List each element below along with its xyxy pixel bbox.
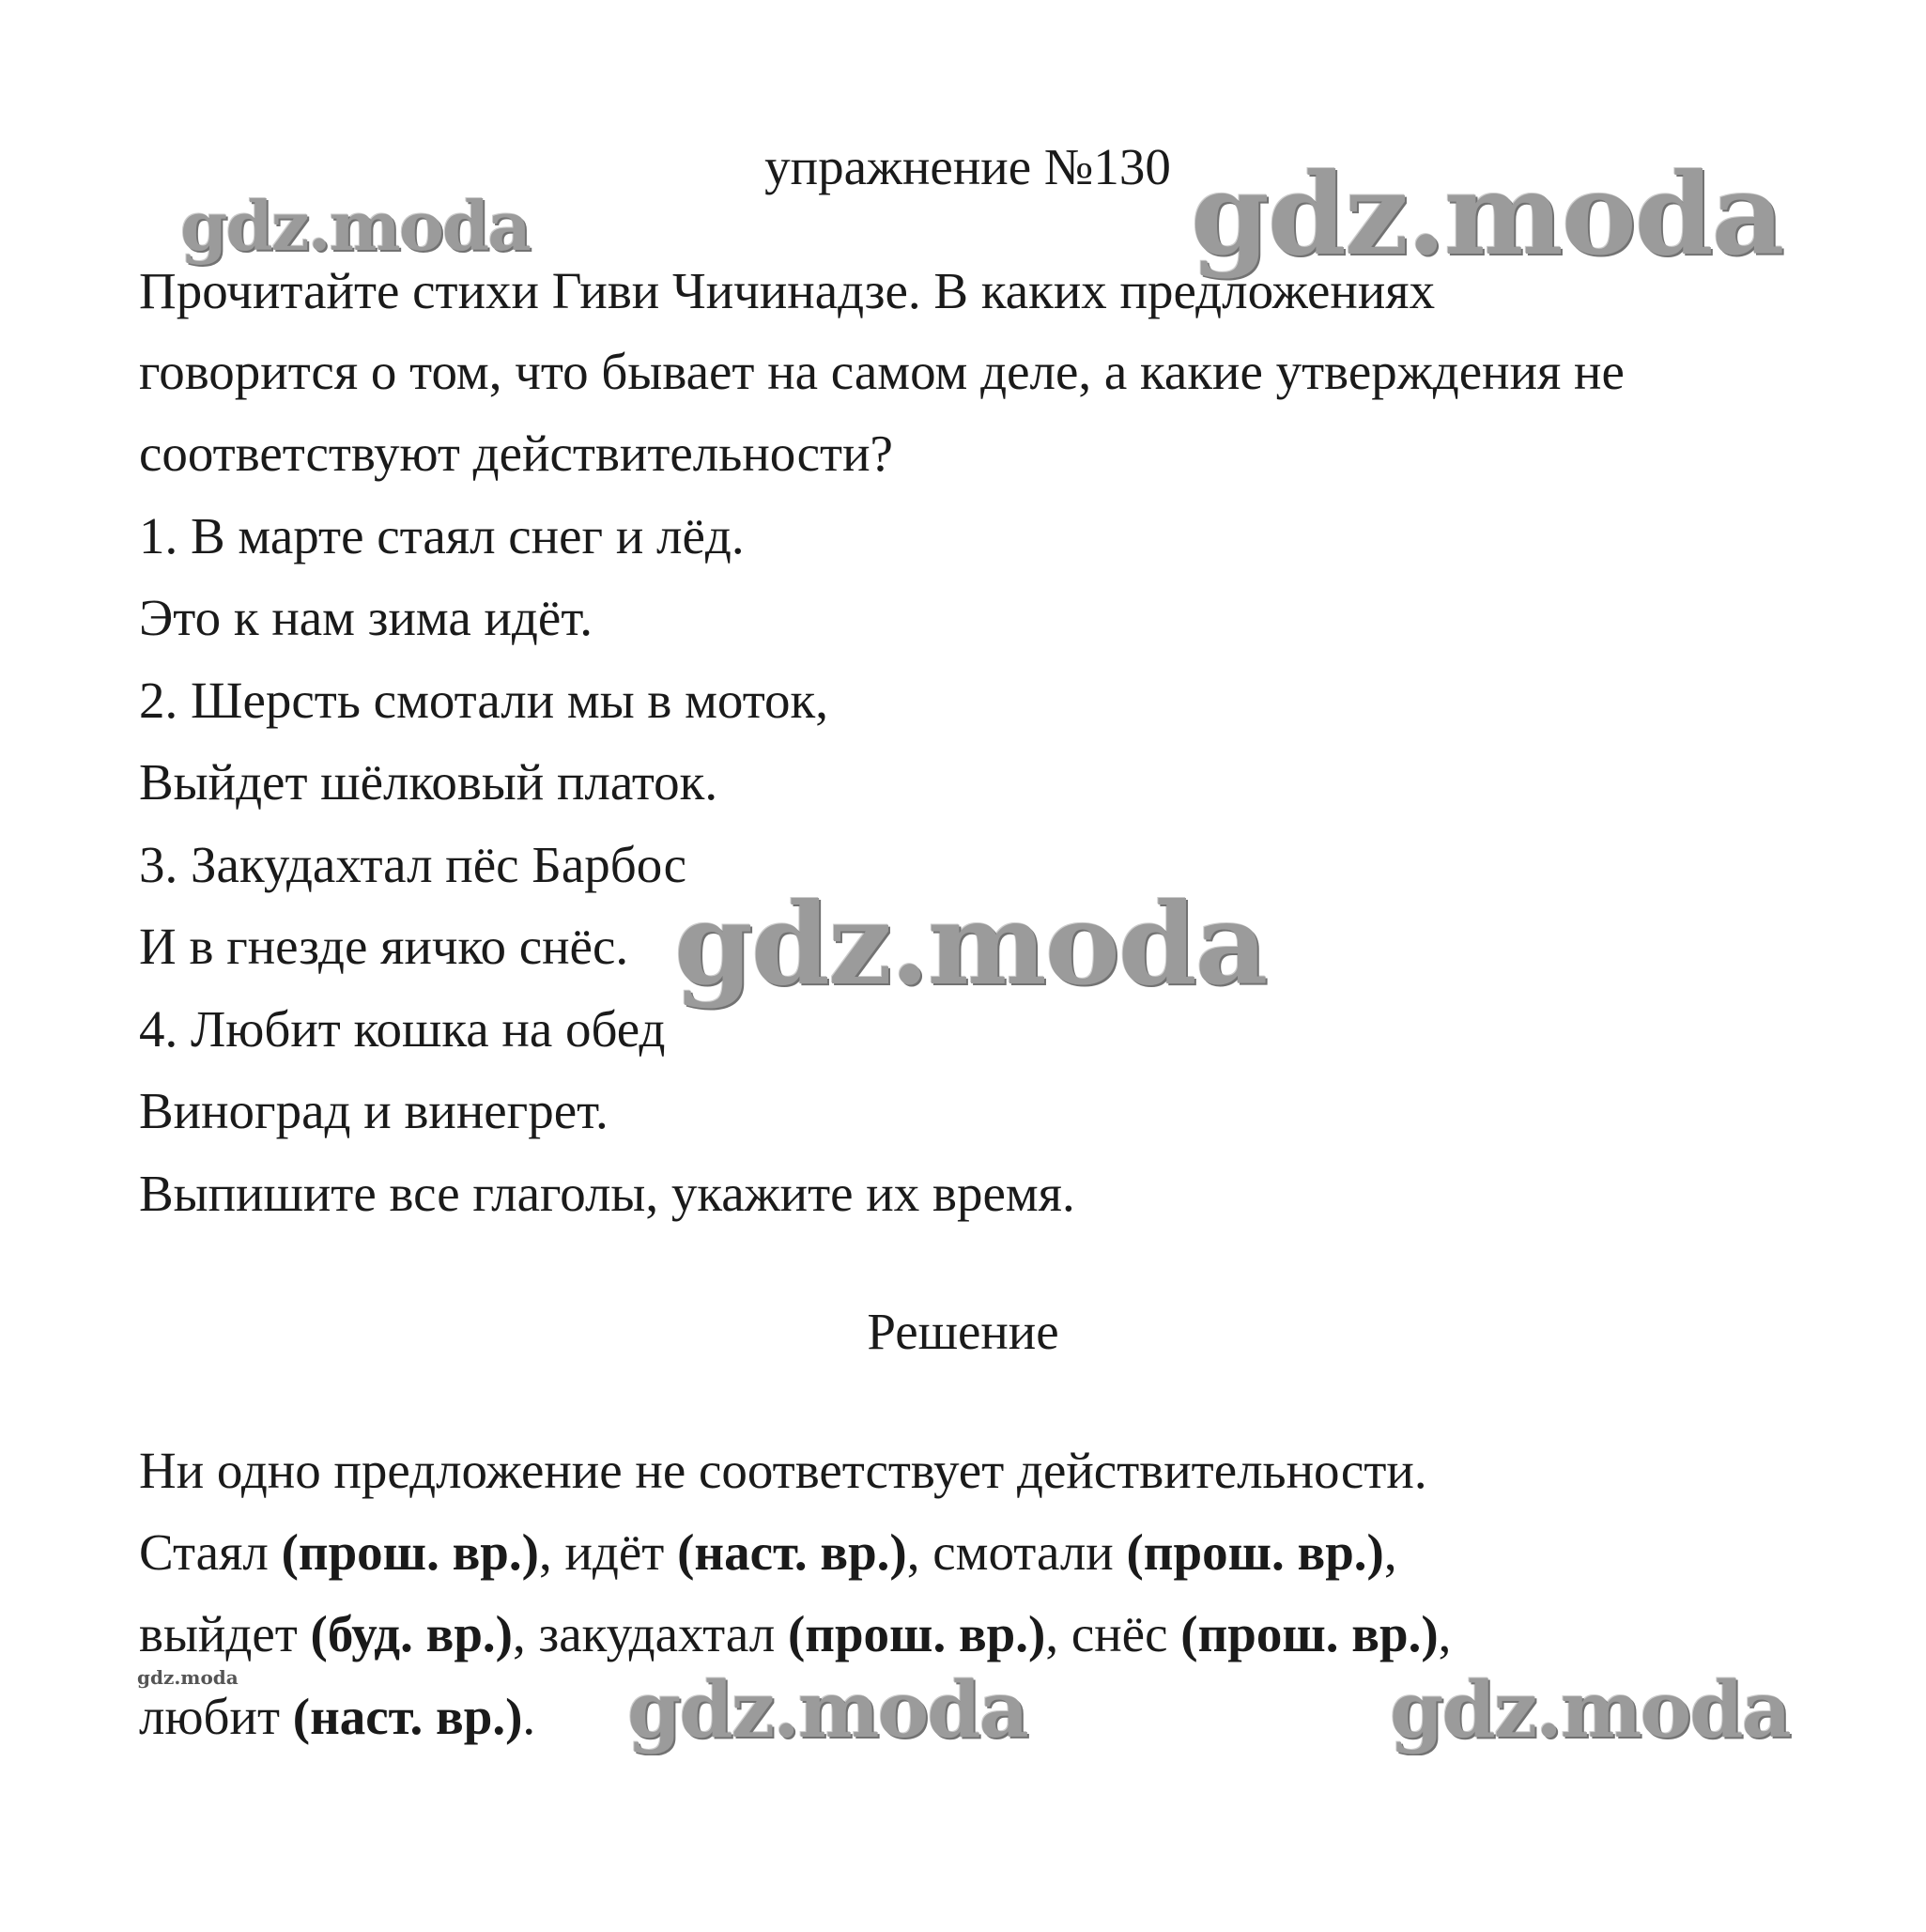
poem-line: 4. Любит кошка на обед — [139, 1000, 666, 1058]
tense-label: (прош. вр.) — [281, 1523, 539, 1581]
poem-line: 1. В марте стаял снег и лёд. — [139, 507, 745, 564]
tense-label: (прош. вр.) — [1126, 1523, 1384, 1581]
tense-label: (буд. вр.) — [310, 1605, 513, 1662]
poem-line: Выйдет шёлковый платок. — [139, 753, 718, 811]
punctuation: . — [522, 1688, 536, 1745]
poem-line: Виноград и винегрет. — [139, 1082, 609, 1139]
poem-line: И в гнезде яичко снёс. — [139, 918, 629, 975]
verb-text: , снёс — [1045, 1605, 1181, 1662]
exercise-title: упражнение №130 — [764, 138, 1171, 195]
watermark-logo: gdz.moda — [674, 878, 1267, 1011]
poem-line: 3. Закудахтал пёс Барбос — [139, 836, 687, 893]
poem-line: Это к нам зима идёт. — [139, 589, 593, 646]
tense-label: (наст. вр.) — [292, 1688, 523, 1745]
watermark-logo: gdz.moda — [180, 186, 530, 266]
watermark-logo: gdz.moda — [627, 1665, 1027, 1755]
task-instruction: Выпишите все глаголы, укажите их время. — [139, 1165, 1075, 1222]
solution-verbs-line — [139, 1522, 1397, 1583]
verb-text: , смотали — [906, 1523, 1127, 1581]
solution-line: Ни одно предложение не соответствует действительности. — [139, 1442, 1427, 1499]
verb-text: любит — [139, 1688, 293, 1745]
task-line: говорится о том, что бывает на самом деле, а какие утверждения не — [139, 343, 1625, 400]
solution-verbs-line — [139, 1687, 535, 1747]
poem-line: 2. Шерсть смотали мы в моток, — [139, 672, 828, 729]
verb-text: выйдет — [139, 1605, 311, 1662]
tense-label: (наст. вр.) — [677, 1523, 907, 1581]
solution-verbs-line — [139, 1604, 1451, 1664]
watermark-logo: gdz.moda — [1390, 1665, 1790, 1755]
solution-heading: Решение — [867, 1303, 1059, 1360]
task-line: соответствуют действительности? — [139, 425, 893, 482]
punctuation: , — [1438, 1605, 1452, 1662]
watermark-logo: gdz.moda — [137, 1666, 239, 1689]
verb-text: Стаял — [139, 1523, 282, 1581]
verb-text: , закудахтал — [512, 1605, 788, 1662]
tense-label: (прош. вр.) — [1180, 1605, 1439, 1662]
task-line: Прочитайте стихи Гиви Чичинадзе. В каких предложениях — [139, 262, 1436, 319]
punctuation: , — [1383, 1523, 1397, 1581]
verb-text: , идёт — [538, 1523, 678, 1581]
tense-label: (прош. вр.) — [787, 1605, 1046, 1662]
watermark-logo: gdz.moda — [1191, 148, 1783, 281]
